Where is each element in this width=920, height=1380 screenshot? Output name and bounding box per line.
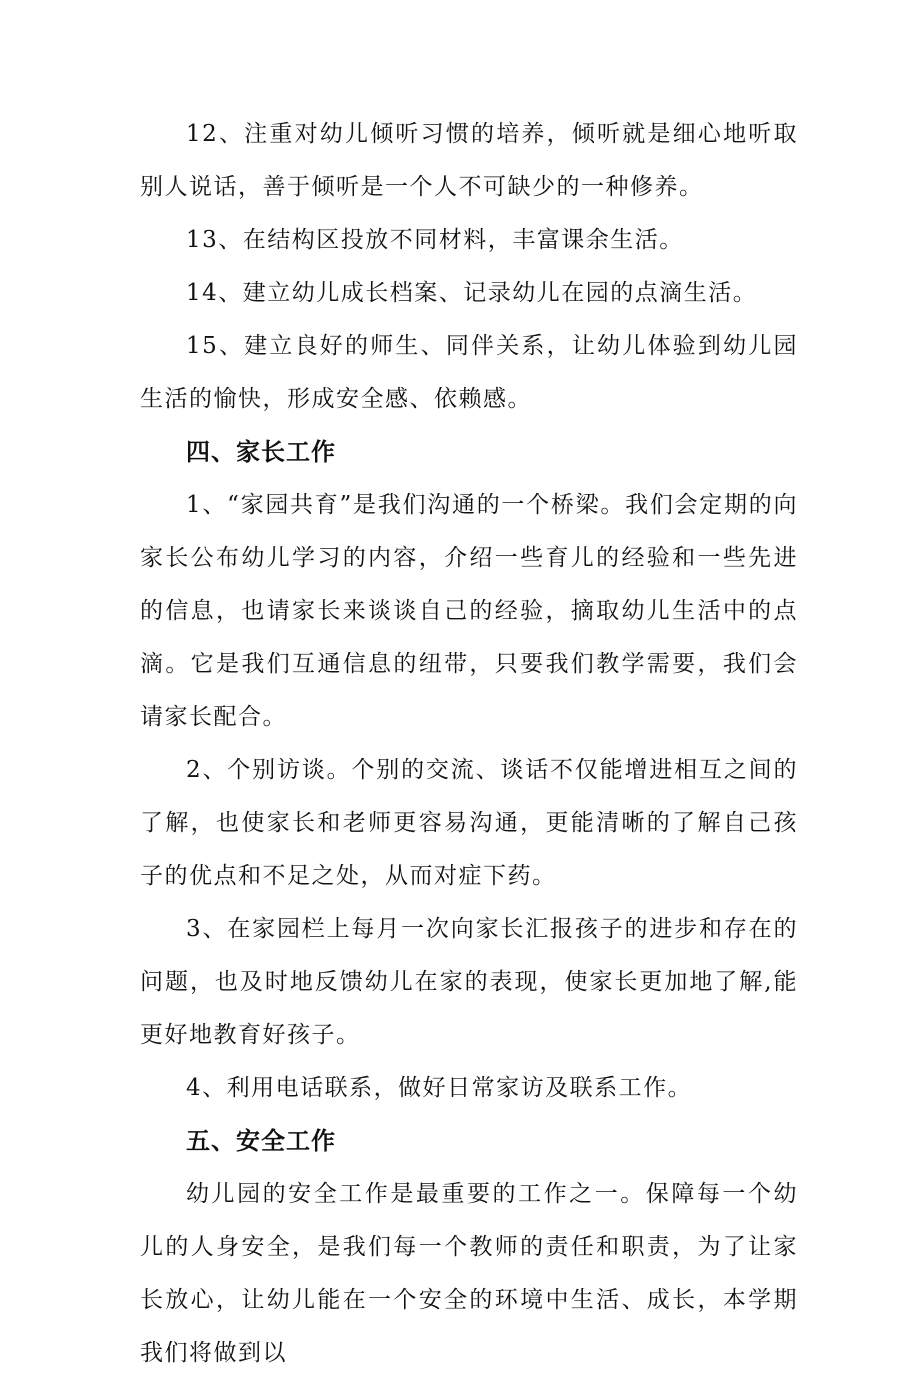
paragraph-parent-item-3: 3、在家园栏上每月一次向家长汇报孩子的进步和存在的问题，也及时地反馈幼儿在家的表现，使家长更加地了解,能更好地教育好孩子。 bbox=[140, 916, 798, 1048]
paragraph-parent-item-2: 2、个别访谈。个别的交流、谈话不仅能增进相互之间的了解，也使家长和老师更容易沟通，更能清晰的了解自己孩子的优点和不足之处，从而对症下药。 bbox=[140, 757, 798, 889]
paragraph-item-14: 14、建立幼儿成长档案、记录幼儿在园的点滴生活。 bbox=[186, 280, 758, 306]
paragraph-safety-intro: 幼儿园的安全工作是最重要的工作之一。保障每一个幼儿的人身安全，是我们每一个教师的责任和职责，为了让家长放心，让幼儿能在一个安全的环境中生活、成长，本学期我们将做到以 bbox=[140, 1181, 798, 1366]
paragraph-parent-item-1: 1、“家园共育”是我们沟通的一个桥梁。我们会定期的向家长公布幼儿学习的内容，介绍一些育儿的经验和一些先进的信息，也请家长来谈谈自己的经验，摘取幼儿生活中的点滴。它是我们互通信息的纽带，只要我们教学需要，我们会请家长配合。 bbox=[140, 492, 798, 730]
paragraph-item-15: 15、建立良好的师生、同伴关系，让幼儿体验到幼儿园生活的愉快，形成安全感、依赖感。 bbox=[140, 333, 798, 412]
section-heading-safety-work: 五、安全工作 bbox=[186, 1127, 336, 1155]
paragraph-item-12: 12、注重对幼儿倾听习惯的培养，倾听就是细心地听取别人说话，善于倾听是一个人不可缺少的一种修养。 bbox=[140, 121, 798, 200]
paragraph-item-13: 13、在结构区投放不同材料，丰富课余生活。 bbox=[186, 227, 684, 253]
paragraph-parent-item-4: 4、利用电话联系，做好日常家访及联系工作。 bbox=[186, 1075, 693, 1101]
section-heading-parent-work: 四、家长工作 bbox=[186, 438, 336, 466]
document-body bbox=[140, 108, 798, 1380]
